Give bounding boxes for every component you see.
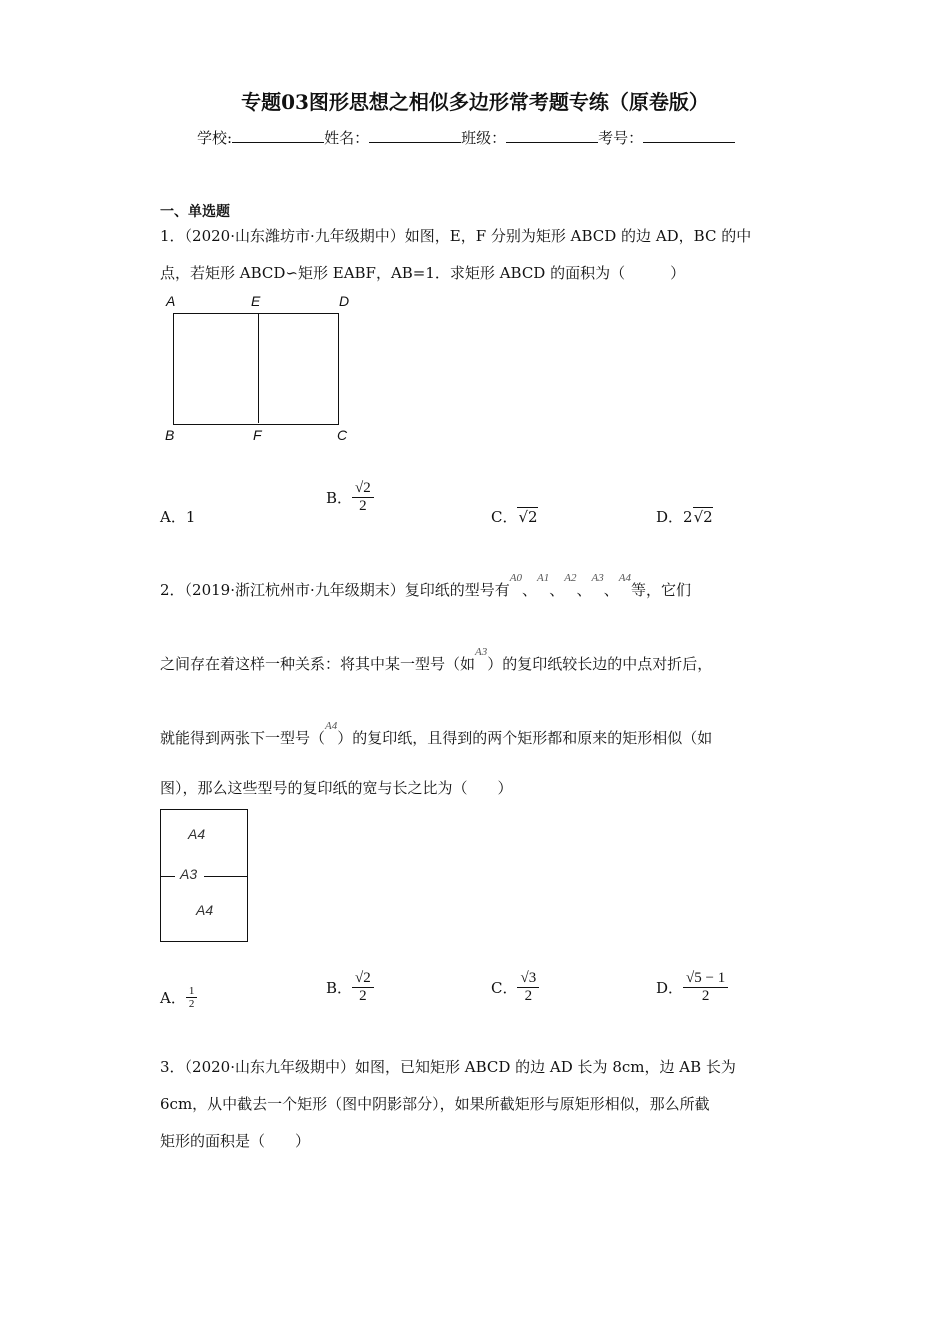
q2-line-3: 就能得到两张下一型号（$^{A4}$）的复印纸，且得到的两个矩形都和原来的矩形相似（如 [160, 720, 713, 747]
size-a1: A1 [537, 572, 550, 584]
size-a0: A0 [509, 572, 522, 584]
q1-option-c[interactable] [491, 506, 538, 527]
label-a3: A3 [180, 866, 198, 882]
q2-option-d[interactable]: D． $\frac{√5 - 1}{2}$ [656, 970, 728, 1005]
option-value: √2 [693, 508, 713, 526]
class-label: 班级： [461, 129, 507, 147]
option-letter: B． [326, 489, 353, 507]
label-a4-bottom: A4 [196, 902, 214, 918]
class-blank[interactable] [506, 128, 598, 143]
q3-line-3: 矩形的面积是（ ） [160, 1132, 311, 1150]
label-c: C [337, 427, 348, 443]
label-d: D [339, 293, 350, 309]
option-value: √2 [518, 508, 538, 526]
denominator: 2 [359, 498, 367, 514]
school-label: 学校: [197, 129, 233, 147]
document-title: 专题03图形思想之相似多边形常考题专练（原卷版） [241, 90, 709, 114]
q1-line-1: 1．（2020·山东潍坊市·九年级期中）如图，E，F 分别为矩形 ABCD 的边 AD，BC 的中 [160, 227, 752, 245]
q2-option-a[interactable]: A． $\frac{1}{2}$ [160, 985, 197, 1010]
text: 等，它们 [631, 581, 692, 599]
q3-line-1: 3．（2020·山东九年级期中）如图，已知矩形 ABCD 的边 AD 长为 8cm，边 AB 长为 [160, 1058, 736, 1076]
q2-option-b[interactable]: B． $\frac{√2}{2}$ [326, 970, 374, 1005]
name-blank[interactable] [369, 128, 461, 143]
section-heading: 一、单选题 [160, 204, 230, 220]
label-b: B [165, 427, 175, 443]
text: 2．（2019·浙江杭州市·九年级期末）复印纸的型号有 [160, 581, 510, 599]
id-blank[interactable] [643, 128, 735, 143]
school-blank[interactable] [232, 128, 324, 143]
student-info-line [197, 127, 735, 148]
q1-line-2: 点，若矩形 ABCD∽矩形 EABF，AB=1．求矩形 ABCD 的面积为（ ） [160, 264, 686, 282]
label-f: F [253, 427, 262, 443]
q2-line-2: 之间存在着这样一种关系：将其中某一型号（如$^{A3}$）的复印纸较长边的中点对折后， [160, 646, 713, 673]
name-label: 姓名： [324, 129, 370, 147]
q3-line-2: 6cm，从中截去一个矩形（图中阴影部分），如果所截矩形与原矩形相似，那么所截 [160, 1095, 710, 1113]
size-a2: A2 [564, 572, 577, 584]
size-a4: A4 [618, 572, 631, 584]
option-letter: D．2 [656, 508, 693, 526]
label-a: A [166, 293, 176, 309]
q1-option-a[interactable]: A．1 [160, 508, 196, 526]
q2-option-c[interactable]: C． $\frac{√3}{2}$ [491, 970, 539, 1005]
label-a4-top: A4 [188, 826, 206, 842]
label-e: E [251, 293, 261, 309]
q2-line-4: 图），那么这些型号的复印纸的宽与长之比为（ ） [160, 779, 513, 797]
q1-option-b[interactable] [326, 480, 374, 515]
q1-option-d[interactable] [656, 506, 713, 527]
size-a3: A3 [591, 572, 604, 584]
q2-line-1: 2．（2019·浙江杭州市·九年级期末）复印纸的型号有$^{A0}$、$^{A1}$、$^{A2}$、$^{A3}$、$^{A4}$等，它们 [160, 572, 692, 599]
id-label: 考号： [598, 129, 644, 147]
numerator: √2 [352, 480, 374, 498]
option-letter: C． [491, 508, 518, 526]
